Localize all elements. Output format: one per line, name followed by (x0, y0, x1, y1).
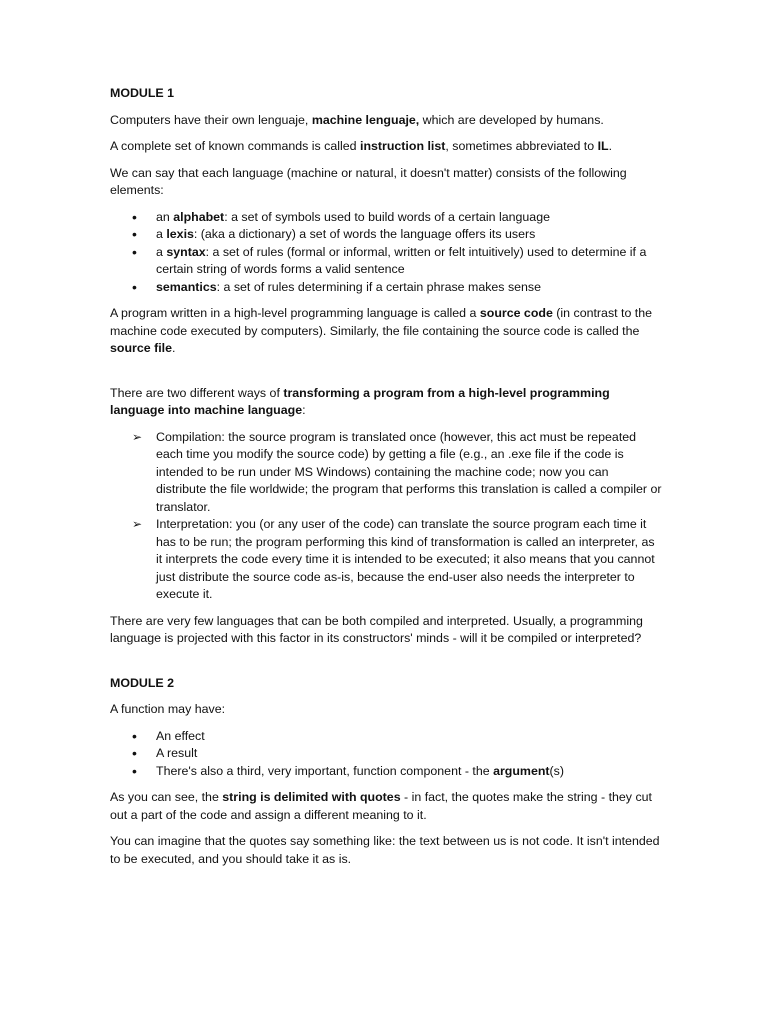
list-item: • an alphabet: a set of symbols used to build words of a certain language (110, 209, 662, 227)
list-item: • semantics: a set of rules determining if a certain phrase makes sense (110, 279, 662, 297)
list-item-interpretation: ➢ Interpretation: you (or any user of the code) can translate the source program each time it has to be run; the program performing this kind of transformation is called an interpreter, as it interprets the code every time it is intended to be executed; it also means that you cannot just distribute the source code as-is, because the end-user also needs the interpreter to execute it. (110, 516, 662, 604)
spacer (110, 367, 662, 385)
list-item-compilation: ➢ Compilation: the source program is translated once (however, this act must be repeated each time you modify the source code) by getting a file (e.g., an .exe file if the code is intended to be run under MS Windows) containing the machine code; now you can distribute the file worldwide; the program that performs this translation is called a compiler or translator. (110, 429, 662, 517)
paragraph-string-quotes: As you can see, the string is delimited with quotes - in fact, the quotes make the string - they cut out a part of the code and assign a different meaning to it. (110, 790, 652, 822)
paragraph-machine-language: Computers have their own lenguaje, machine lenguaje, which are developed by humans. (110, 112, 604, 127)
list-item: • An effect (110, 728, 662, 746)
list-item: • A result (110, 745, 662, 763)
document-page (110, 85, 662, 877)
list-item: • There's also a third, very important, function component - the argument(s) (110, 763, 662, 781)
paragraph-transformation-ways: There are two different ways of transforming a program from a high-level programming language into machine language: (110, 385, 610, 417)
transformation-ways-list (110, 429, 662, 604)
list-item: • a lexis: (aka a dictionary) a set of words the language offers its users (110, 226, 662, 244)
module-1-heading: MODULE 1 (110, 86, 175, 100)
paragraph-quotes-meaning: You can imagine that the quotes say something like: the text between us is not code. It isn't intended to be executed, and you should take it as is. (110, 834, 660, 866)
paragraph-source-code: A program written in a high-level programming language is called a source code (in contrast to the machine code executed by computers). Similarly, the file containing the source code is called the source file. (110, 306, 653, 355)
module-2-heading: MODULE 2 (110, 675, 175, 690)
function-components-list (110, 728, 662, 781)
spacer (110, 657, 662, 675)
paragraph-instruction-list: A complete set of known commands is called instruction list, sometimes abbreviated to IL. (110, 139, 613, 153)
paragraph-function-may-have: A function may have: (110, 702, 226, 716)
list-item: • a syntax: a set of rules (formal or informal, written or felt intuitively) used to determine if a certain string of words forms a valid sentence (110, 244, 662, 279)
language-elements-list (110, 209, 662, 297)
paragraph-compiled-interpreted: There are very few languages that can be both compiled and interpreted. Usually, a programming language is projected with this factor in its constructors' minds - will it be compiled or interpreted? (110, 613, 643, 645)
paragraph-language-elements: We can say that each language (machine or natural, it doesn't matter) consists of the following elements: (110, 165, 627, 197)
